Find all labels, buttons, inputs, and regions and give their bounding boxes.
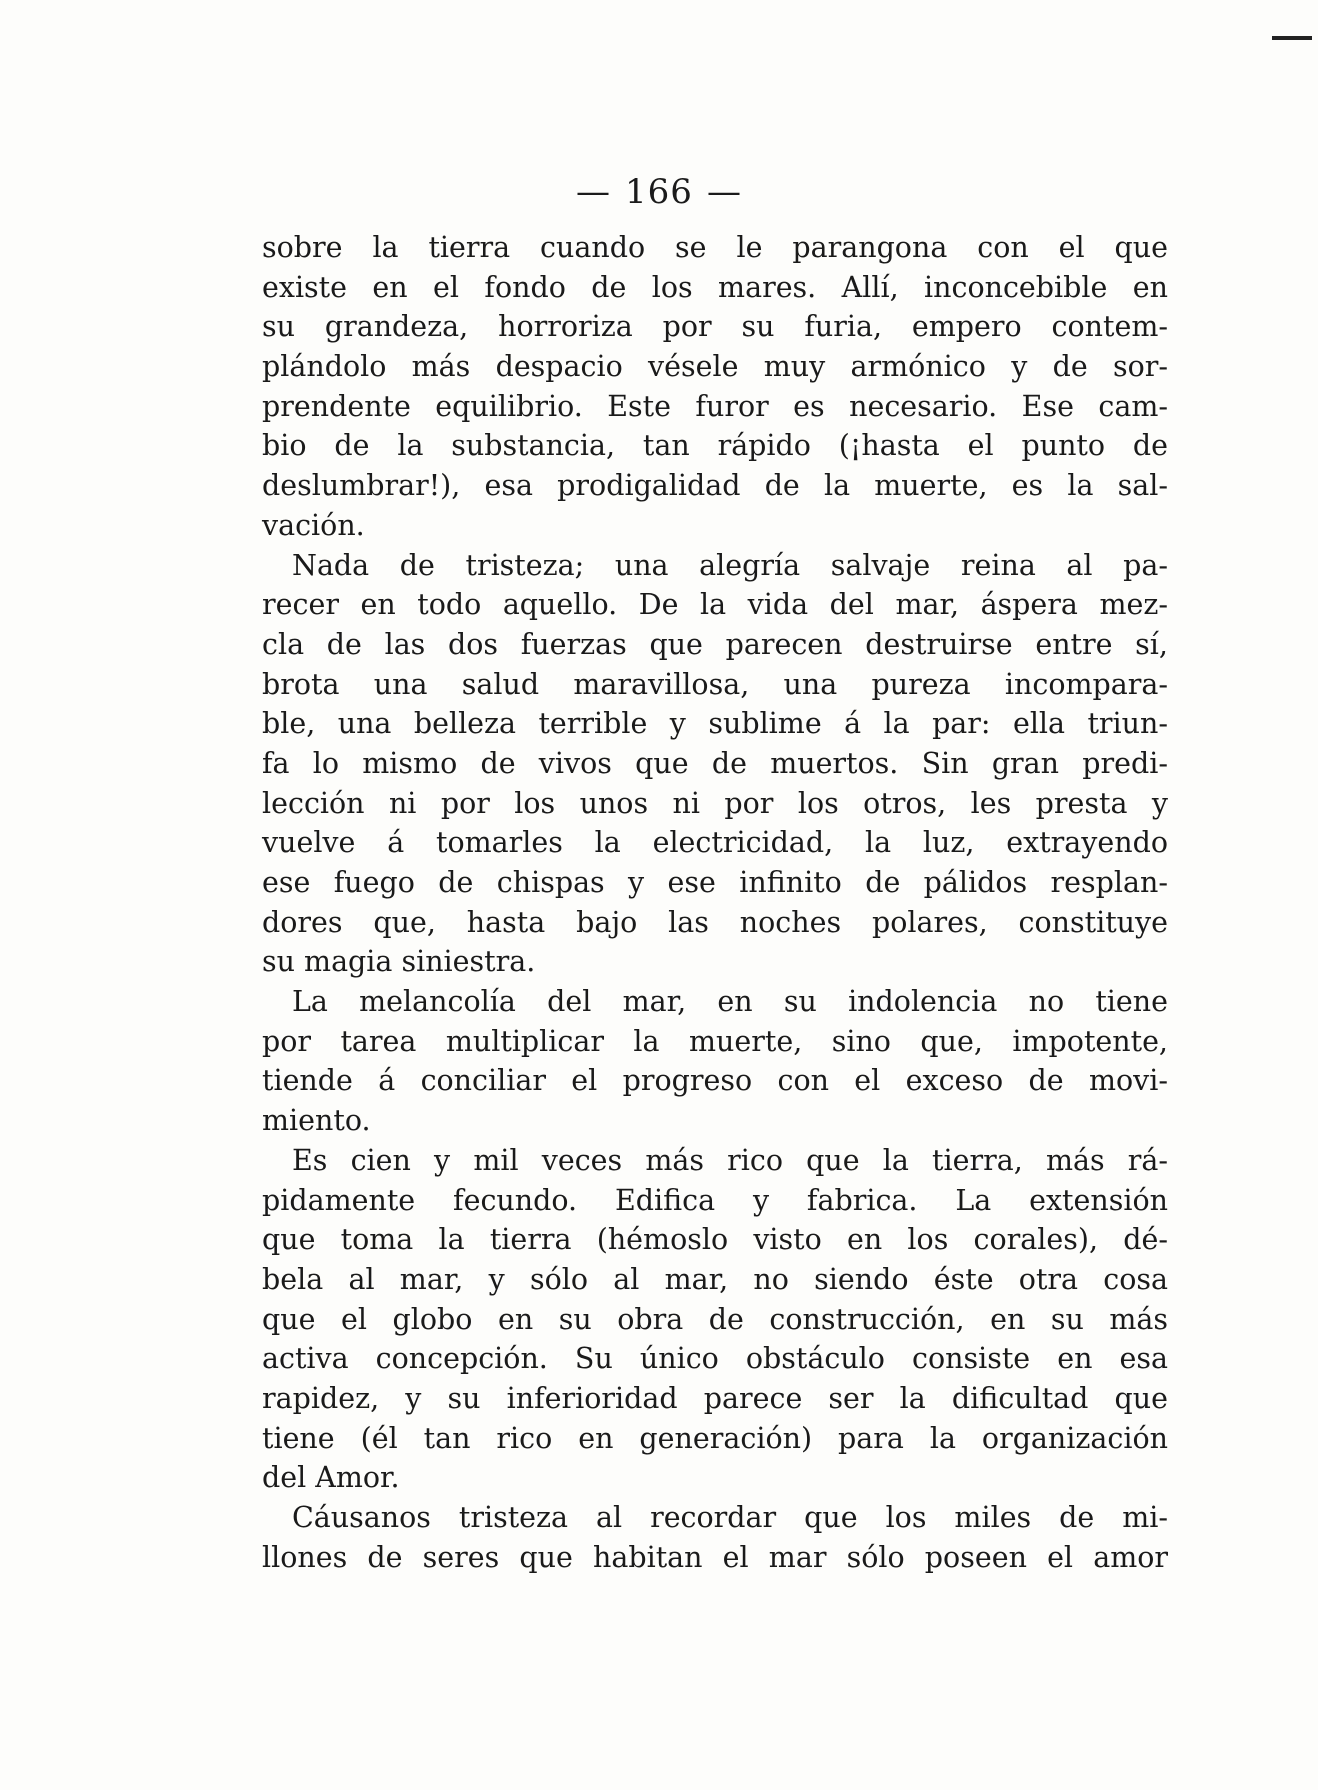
paragraph-3 bbox=[262, 982, 1168, 1141]
text-line: que el globo en su obra de construcción, en su más bbox=[262, 1302, 1168, 1336]
text-line: Es cien y mil veces más rico que la tierra, más rá- bbox=[292, 1143, 1168, 1177]
text-line: del Amor. bbox=[262, 1461, 400, 1495]
paragraph-4 bbox=[262, 1141, 1168, 1498]
text-line: existe en el fondo de los mares. Allí, inconcebible en bbox=[262, 270, 1168, 304]
text-line: miento. bbox=[262, 1104, 371, 1138]
page-number-dash-right: — bbox=[706, 172, 742, 212]
text-line: Cáusanos tristeza al recordar que los miles de mi- bbox=[292, 1501, 1168, 1534]
text-line: pidamente fecundo. Edifica y fabrica. La extensión bbox=[262, 1183, 1168, 1217]
text-line: prendente equilibrio. Este furor es necesario. Ese cam- bbox=[262, 389, 1168, 423]
text-line: sobre la tierra cuando se le parangona con el que bbox=[262, 231, 1168, 264]
text-line: lección ni por los unos ni por los otros, les presta y bbox=[262, 786, 1168, 820]
page-number-value: 166 bbox=[625, 172, 693, 212]
paragraph-5 bbox=[262, 1498, 1168, 1577]
text-line: recer en todo aquello. De la vida del mar, áspera mez- bbox=[262, 588, 1168, 622]
text-line: rapidez, y su inferioridad parece ser la dificultad que bbox=[262, 1381, 1168, 1415]
edge-mark bbox=[1272, 36, 1312, 40]
text-line: su grandeza, horroriza por su furia, empero contem- bbox=[262, 310, 1168, 344]
text-line: cla de las dos fuerzas que parecen destruirse entre sí, bbox=[262, 627, 1168, 661]
text-line: deslumbrar!), esa prodigalidad de la muerte, es la sal- bbox=[262, 469, 1168, 503]
text-line: tiene (él tan rico en generación) para la organización bbox=[262, 1421, 1168, 1455]
body-text bbox=[262, 228, 1168, 1577]
paragraph-1 bbox=[262, 228, 1168, 546]
paragraph-2 bbox=[262, 546, 1168, 983]
text-line: que toma la tierra (hémoslo visto en los corales), dé- bbox=[262, 1223, 1168, 1257]
text-line: fa lo mismo de vivos que de muertos. Sin gran predi- bbox=[262, 746, 1168, 780]
text-line: dores que, hasta bajo las noches polares, constituye bbox=[262, 905, 1168, 939]
text-line: tiende á conciliar el progreso con el exceso de movi- bbox=[262, 1064, 1168, 1098]
text-line: por tarea multiplicar la muerte, sino que, impotente, bbox=[262, 1024, 1168, 1058]
text-line: vuelve á tomarles la electricidad, la luz, extrayendo bbox=[262, 826, 1168, 860]
text-line: bela al mar, y sólo al mar, no siendo éste otra cosa bbox=[262, 1262, 1168, 1296]
text-line: plándolo más despacio vésele muy armónico y de sor- bbox=[262, 350, 1168, 384]
text-line: activa concepción. Su único obstáculo consiste en esa bbox=[262, 1342, 1168, 1376]
text-line: bio de la substancia, tan rápido (¡hasta el punto de bbox=[262, 429, 1168, 463]
text-line: vación. bbox=[262, 508, 365, 542]
text-line: llones de seres que habitan el mar sólo poseen el amor bbox=[262, 1540, 1168, 1574]
text-line: ble, una belleza terrible y sublime á la par: ella triun- bbox=[262, 707, 1168, 741]
text-line: La melancolía del mar, en su indolencia no tiene bbox=[292, 985, 1168, 1019]
page-number bbox=[0, 172, 1318, 212]
text-line: brota una salud maravillosa, una pureza incompara- bbox=[262, 667, 1168, 701]
text-line: ese fuego de chispas y ese infinito de pálidos resplan- bbox=[262, 866, 1168, 899]
text-line: su magia siniestra. bbox=[262, 945, 536, 979]
text-line: Nada de tristeza; una alegría salvaje reina al pa- bbox=[292, 548, 1168, 582]
page-number-dash-left: — bbox=[576, 172, 612, 212]
